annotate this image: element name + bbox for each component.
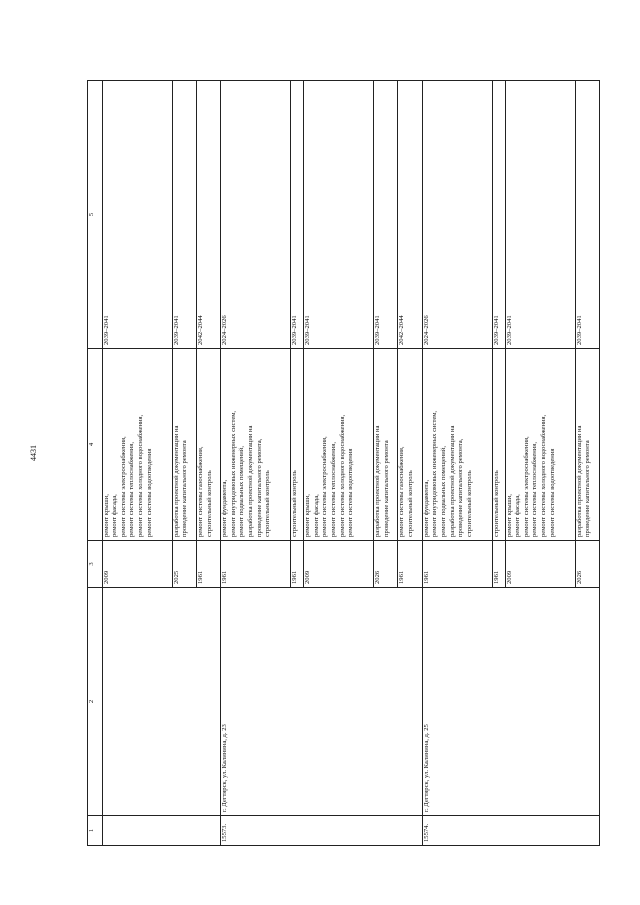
work-item: проведение капитального ремонта, [457,438,465,537]
works-cell [304,349,374,541]
work-item: строительный контроль [407,470,415,537]
period-cell: 2039–2041 [291,81,304,349]
header-row [88,81,103,846]
rotated-table-container [87,81,600,846]
works-cell [102,349,172,541]
work-item: строительный контроль [492,470,500,537]
work-item: ремонт подвальных помещений, [439,446,447,537]
column-header: 5 [88,81,103,349]
table-row [221,81,291,846]
work-item: строительный контроль [264,470,272,537]
work-item: ремонт системы холодного водоснабжения, [137,414,145,537]
work-item: ремонт внутридомовых инженерных систем, [431,410,439,537]
period-cell: 2042–2044 [398,81,422,349]
works-cell [172,349,196,541]
work-item: ремонт крыши, [304,494,312,537]
year-cell: 1961 [422,541,492,588]
period-cell: 2039–2041 [172,81,196,349]
works-cell [398,349,422,541]
period-cell: 2042–2044 [197,81,221,349]
work-item: ремонт системы электроснабжения, [321,436,329,537]
work-item: ремонт системы теплоснабжения, [531,442,539,537]
year-cell: 2025 [172,541,196,588]
period-cell: 2039–2041 [575,81,599,349]
work-item: ремонт системы электроснабжения, [119,436,127,537]
table-row [102,81,172,846]
works-cell [492,349,505,541]
period-cell: 2039–2041 [492,81,505,349]
work-item: проведение капитального ремонта, [255,438,263,537]
year-cell: 1961 [291,541,304,588]
work-item: ремонт подвальных помещений, [238,446,246,537]
work-item: ремонт фасада, [312,494,320,537]
work-item: ремонт системы теплоснабжения, [329,442,337,537]
work-item: ремонт системы теплоснабжения, [128,442,136,537]
row-number: 15573. [221,816,422,846]
year-cell: 2026 [374,541,398,588]
work-item: проведение капитального ремонта [181,440,189,537]
table-body [102,81,599,846]
work-item: строительный контроль [291,470,299,537]
year-cell: 1961 [197,541,221,588]
work-item: ремонт системы холодного водоснабжения, [338,414,346,537]
year-cell: 1961 [492,541,505,588]
work-item: ремонт системы газоснабжения, [398,446,406,537]
column-header: 3 [88,541,103,588]
works-cell [374,349,398,541]
work-item: проведение капитального ремонта [584,440,592,537]
column-header: 1 [88,816,103,846]
work-item: разработка проектной документации на [247,425,255,537]
work-item: разработка проектной документации на [172,425,180,537]
work-item: ремонт системы водоотведения [347,448,355,537]
work-item: разработка проектной документации на [448,425,456,537]
work-item: разработка проектной документации на [575,425,583,537]
address-cell [102,588,221,816]
work-item: ремонт системы электроснабжения, [522,436,530,537]
work-item: ремонт внутридомовых инженерных систем, [229,410,237,537]
work-item: строительный контроль [465,470,473,537]
works-cell [291,349,304,541]
work-item: ремонт фундамента, [422,479,430,537]
works-cell [197,349,221,541]
year-cell: 1961 [221,541,291,588]
year-cell: 2009 [505,541,575,588]
address-cell: г. Дегтярск, ул. Калинина, д. 25 [422,588,599,816]
row-number: 15574. [422,816,599,846]
year-cell: 2009 [102,541,172,588]
year-cell: 1961 [398,541,422,588]
work-item: ремонт системы холодного водоснабжения, [539,414,547,537]
work-item: ремонт системы газоснабжения, [197,446,204,537]
year-cell: 2026 [575,541,599,588]
works-cell [221,349,291,541]
column-header: 4 [88,349,103,541]
work-item: ремонт фасада, [111,494,119,537]
period-cell: 2039–2041 [102,81,172,349]
work-item: ремонт крыши, [505,494,513,537]
address-cell: г. Дегтярск, ул. Калинина, д. 23 [221,588,422,816]
period-cell: 2039–2041 [304,81,374,349]
work-item: строительный контроль [205,470,213,537]
works-cell [422,349,492,541]
work-item: ремонт системы водоотведения [548,448,556,537]
work-item: разработка проектной документации на [374,425,382,537]
column-header: 2 [88,588,103,816]
work-item: ремонт крыши, [102,494,110,537]
row-number [102,816,221,846]
works-cell [575,349,599,541]
table-row [422,81,492,846]
period-cell: 2024–2026 [422,81,492,349]
year-cell: 2009 [304,541,374,588]
period-cell: 2039–2041 [505,81,575,349]
page-number: 4431 [29,445,38,461]
work-item: ремонт фасада, [514,494,522,537]
work-item: ремонт фундамента, [221,479,229,537]
period-cell: 2024–2026 [221,81,291,349]
repair-schedule-table [87,80,600,846]
period-cell: 2039–2041 [374,81,398,349]
works-cell [505,349,575,541]
work-item: ремонт системы водоотведения [145,448,153,537]
work-item: проведение капитального ремонта [382,440,390,537]
